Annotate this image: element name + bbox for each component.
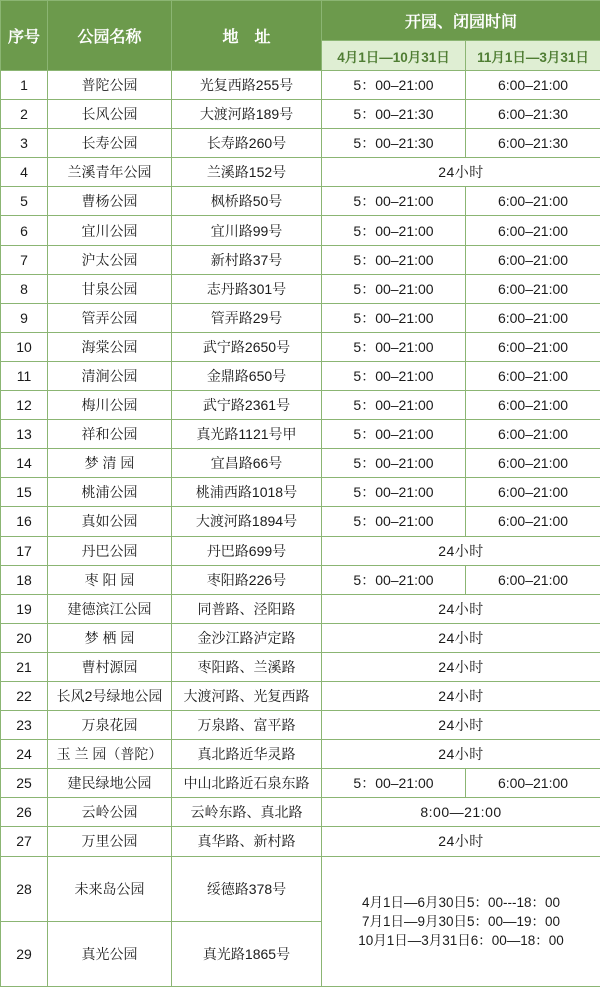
row-hours-summer: 5：00–21:00	[322, 478, 466, 507]
table-row	[1, 711, 600, 740]
seasonal-note-line: 10月1日—3月31日6：00—18：00	[358, 932, 564, 948]
table-row	[1, 391, 600, 420]
row-address: 宜昌路66号	[172, 449, 322, 478]
row-hours-all: 24小时	[322, 536, 600, 565]
row-index: 4	[1, 158, 48, 187]
row-hours-winter: 6:00–21:00	[466, 449, 600, 478]
row-hours-summer: 5：00–21:30	[322, 129, 466, 158]
row-hours-winter: 6:00–21:00	[466, 332, 600, 361]
row-address: 真光路1865号	[172, 921, 322, 986]
row-index: 21	[1, 652, 48, 681]
row-park-name: 未来岛公园	[48, 856, 172, 921]
row-park-name: 宜川公园	[48, 216, 172, 245]
row-hours-winter: 6:00–21:00	[466, 391, 600, 420]
row-park-name: 曹杨公园	[48, 187, 172, 216]
table-row	[1, 332, 600, 361]
row-address: 枫桥路50号	[172, 187, 322, 216]
row-index: 3	[1, 129, 48, 158]
row-hours-all: 24小时	[322, 158, 600, 187]
table-row	[1, 769, 600, 798]
table-row	[1, 740, 600, 769]
row-park-name: 沪太公园	[48, 245, 172, 274]
row-hours-summer: 5：00–21:00	[322, 361, 466, 390]
row-address: 大渡河路1894号	[172, 507, 322, 536]
table-row	[1, 798, 600, 827]
table-row	[1, 623, 600, 652]
row-hours-winter: 6:00–21:00	[466, 71, 600, 100]
row-index: 10	[1, 332, 48, 361]
row-hours-summer: 5：00–21:00	[322, 449, 466, 478]
row-hours-all: 24小时	[322, 711, 600, 740]
row-index: 24	[1, 740, 48, 769]
row-hours-winter: 6:00–21:30	[466, 129, 600, 158]
row-index: 23	[1, 711, 48, 740]
row-index: 11	[1, 361, 48, 390]
row-address: 武宁路2650号	[172, 332, 322, 361]
row-hours-winter: 6:00–21:00	[466, 216, 600, 245]
row-hours-summer: 5：00–21:30	[322, 100, 466, 129]
row-index: 13	[1, 420, 48, 449]
row-hours-winter: 6:00–21:00	[466, 303, 600, 332]
row-index: 15	[1, 478, 48, 507]
row-hours-winter: 6:00–21:00	[466, 274, 600, 303]
row-address: 云岭东路、真北路	[172, 798, 322, 827]
seasonal-note-line: 4月1日—6月30日5：00---18：00	[361, 894, 561, 910]
row-park-name: 清涧公园	[48, 361, 172, 390]
header-winter-hours: 11月1日—3月31日	[466, 41, 600, 71]
row-address: 新村路37号	[172, 245, 322, 274]
row-index: 19	[1, 594, 48, 623]
row-park-name: 真如公园	[48, 507, 172, 536]
row-park-name: 祥和公园	[48, 420, 172, 449]
row-hours-summer: 5：00–21:00	[322, 71, 466, 100]
row-park-name: 梦 栖 园	[48, 623, 172, 652]
row-hours-winter: 6:00–21:00	[466, 361, 600, 390]
row-hours-winter: 6:00–21:00	[466, 769, 600, 798]
row-index: 9	[1, 303, 48, 332]
row-address: 大渡河路189号	[172, 100, 322, 129]
row-address: 真光路1121号甲	[172, 420, 322, 449]
row-park-name: 长风公园	[48, 100, 172, 129]
row-address: 宜川路99号	[172, 216, 322, 245]
row-address: 枣阳路、兰溪路	[172, 652, 322, 681]
row-address: 绥德路378号	[172, 856, 322, 921]
row-hours-summer: 5：00–21:00	[322, 332, 466, 361]
row-hours-seasonal-note	[322, 856, 600, 986]
row-park-name: 建民绿地公园	[48, 769, 172, 798]
row-park-name: 云岭公园	[48, 798, 172, 827]
row-hours-summer: 5：00–21:00	[322, 565, 466, 594]
row-park-name: 曹村源园	[48, 652, 172, 681]
table-row	[1, 303, 600, 332]
row-hours-all: 24小时	[322, 740, 600, 769]
row-hours-summer: 5：00–21:00	[322, 420, 466, 449]
row-park-name: 建德滨江公园	[48, 594, 172, 623]
row-index: 2	[1, 100, 48, 129]
table-row	[1, 420, 600, 449]
table-row	[1, 158, 600, 187]
row-park-name: 甘泉公园	[48, 274, 172, 303]
row-index: 8	[1, 274, 48, 303]
row-hours-all: 24小时	[322, 652, 600, 681]
row-park-name: 玉 兰 园（普陀）	[48, 740, 172, 769]
table-row	[1, 827, 600, 856]
table-row	[1, 536, 600, 565]
row-hours-winter: 6:00–21:30	[466, 100, 600, 129]
row-index: 5	[1, 187, 48, 216]
row-hours-winter: 6:00–21:00	[466, 478, 600, 507]
table-row	[1, 681, 600, 710]
table-row	[1, 71, 600, 100]
row-address: 桃浦西路1018号	[172, 478, 322, 507]
header-hours: 开园、闭园时间	[322, 1, 600, 41]
table-row	[1, 856, 600, 921]
row-address: 光复西路255号	[172, 71, 322, 100]
row-index: 27	[1, 827, 48, 856]
table-row	[1, 478, 600, 507]
row-park-name: 兰溪青年公园	[48, 158, 172, 187]
row-hours-all: 24小时	[322, 594, 600, 623]
header-address: 地 址	[172, 1, 322, 71]
table-row	[1, 245, 600, 274]
table-row	[1, 129, 600, 158]
row-index: 7	[1, 245, 48, 274]
table-row	[1, 100, 600, 129]
row-hours-summer: 5：00–21:00	[322, 303, 466, 332]
row-address: 枣阳路226号	[172, 565, 322, 594]
row-index: 26	[1, 798, 48, 827]
header-index: 序号	[1, 1, 48, 71]
row-index: 28	[1, 856, 48, 921]
row-hours-winter: 6:00–21:00	[466, 565, 600, 594]
row-park-name: 桃浦公园	[48, 478, 172, 507]
row-hours-summer: 5：00–21:00	[322, 769, 466, 798]
row-index: 14	[1, 449, 48, 478]
row-hours-summer: 5：00–21:00	[322, 391, 466, 420]
table-row	[1, 652, 600, 681]
row-index: 25	[1, 769, 48, 798]
table-row	[1, 216, 600, 245]
table-row	[1, 565, 600, 594]
table-body	[1, 71, 600, 987]
row-hours-summer: 5：00–21:00	[322, 274, 466, 303]
row-park-name: 海棠公园	[48, 332, 172, 361]
row-hours-winter: 6:00–21:00	[466, 420, 600, 449]
row-address: 大渡河路、光复西路	[172, 681, 322, 710]
row-address: 丹巴路699号	[172, 536, 322, 565]
table-row	[1, 187, 600, 216]
row-park-name: 长寿公园	[48, 129, 172, 158]
row-address: 真北路近华灵路	[172, 740, 322, 769]
table-row	[1, 507, 600, 536]
row-hours-winter: 6:00–21:00	[466, 507, 600, 536]
row-index: 12	[1, 391, 48, 420]
row-park-name: 梅川公园	[48, 391, 172, 420]
row-park-name: 梦 清 园	[48, 449, 172, 478]
row-hours-all: 8:00—21:00	[322, 798, 600, 827]
row-address: 金沙江路泸定路	[172, 623, 322, 652]
row-address: 中山北路近石泉东路	[172, 769, 322, 798]
row-hours-summer: 5：00–21:00	[322, 245, 466, 274]
table-row	[1, 594, 600, 623]
row-hours-all: 24小时	[322, 681, 600, 710]
row-park-name: 万泉花园	[48, 711, 172, 740]
row-address: 同普路、泾阳路	[172, 594, 322, 623]
row-index: 16	[1, 507, 48, 536]
seasonal-note-line: 7月1日—9月30日5：00—19：00	[361, 913, 561, 929]
row-address: 金鼎路650号	[172, 361, 322, 390]
row-hours-winter: 6:00–21:00	[466, 187, 600, 216]
row-index: 17	[1, 536, 48, 565]
row-hours-winter: 6:00–21:00	[466, 245, 600, 274]
table-row	[1, 449, 600, 478]
row-park-name: 丹巴公园	[48, 536, 172, 565]
row-park-name: 枣 阳 园	[48, 565, 172, 594]
row-park-name: 普陀公园	[48, 71, 172, 100]
row-index: 29	[1, 921, 48, 986]
header-park-name: 公园名称	[48, 1, 172, 71]
row-park-name: 管弄公园	[48, 303, 172, 332]
header-summer-hours: 4月1日—10月31日	[322, 41, 466, 71]
row-hours-summer: 5：00–21:00	[322, 187, 466, 216]
row-hours-summer: 5：00–21:00	[322, 507, 466, 536]
row-index: 22	[1, 681, 48, 710]
row-address: 真华路、新村路	[172, 827, 322, 856]
row-index: 18	[1, 565, 48, 594]
row-address: 长寿路260号	[172, 129, 322, 158]
row-index: 1	[1, 71, 48, 100]
row-park-name: 长风2号绿地公园	[48, 681, 172, 710]
row-address: 志丹路301号	[172, 274, 322, 303]
table-row	[1, 361, 600, 390]
row-index: 6	[1, 216, 48, 245]
row-hours-summer: 5：00–21:00	[322, 216, 466, 245]
row-address: 万泉路、富平路	[172, 711, 322, 740]
row-address: 兰溪路152号	[172, 158, 322, 187]
row-index: 20	[1, 623, 48, 652]
table-row	[1, 274, 600, 303]
row-address: 武宁路2361号	[172, 391, 322, 420]
row-hours-all: 24小时	[322, 827, 600, 856]
row-park-name: 真光公园	[48, 921, 172, 986]
row-park-name: 万里公园	[48, 827, 172, 856]
row-address: 管弄路29号	[172, 303, 322, 332]
row-hours-all: 24小时	[322, 623, 600, 652]
